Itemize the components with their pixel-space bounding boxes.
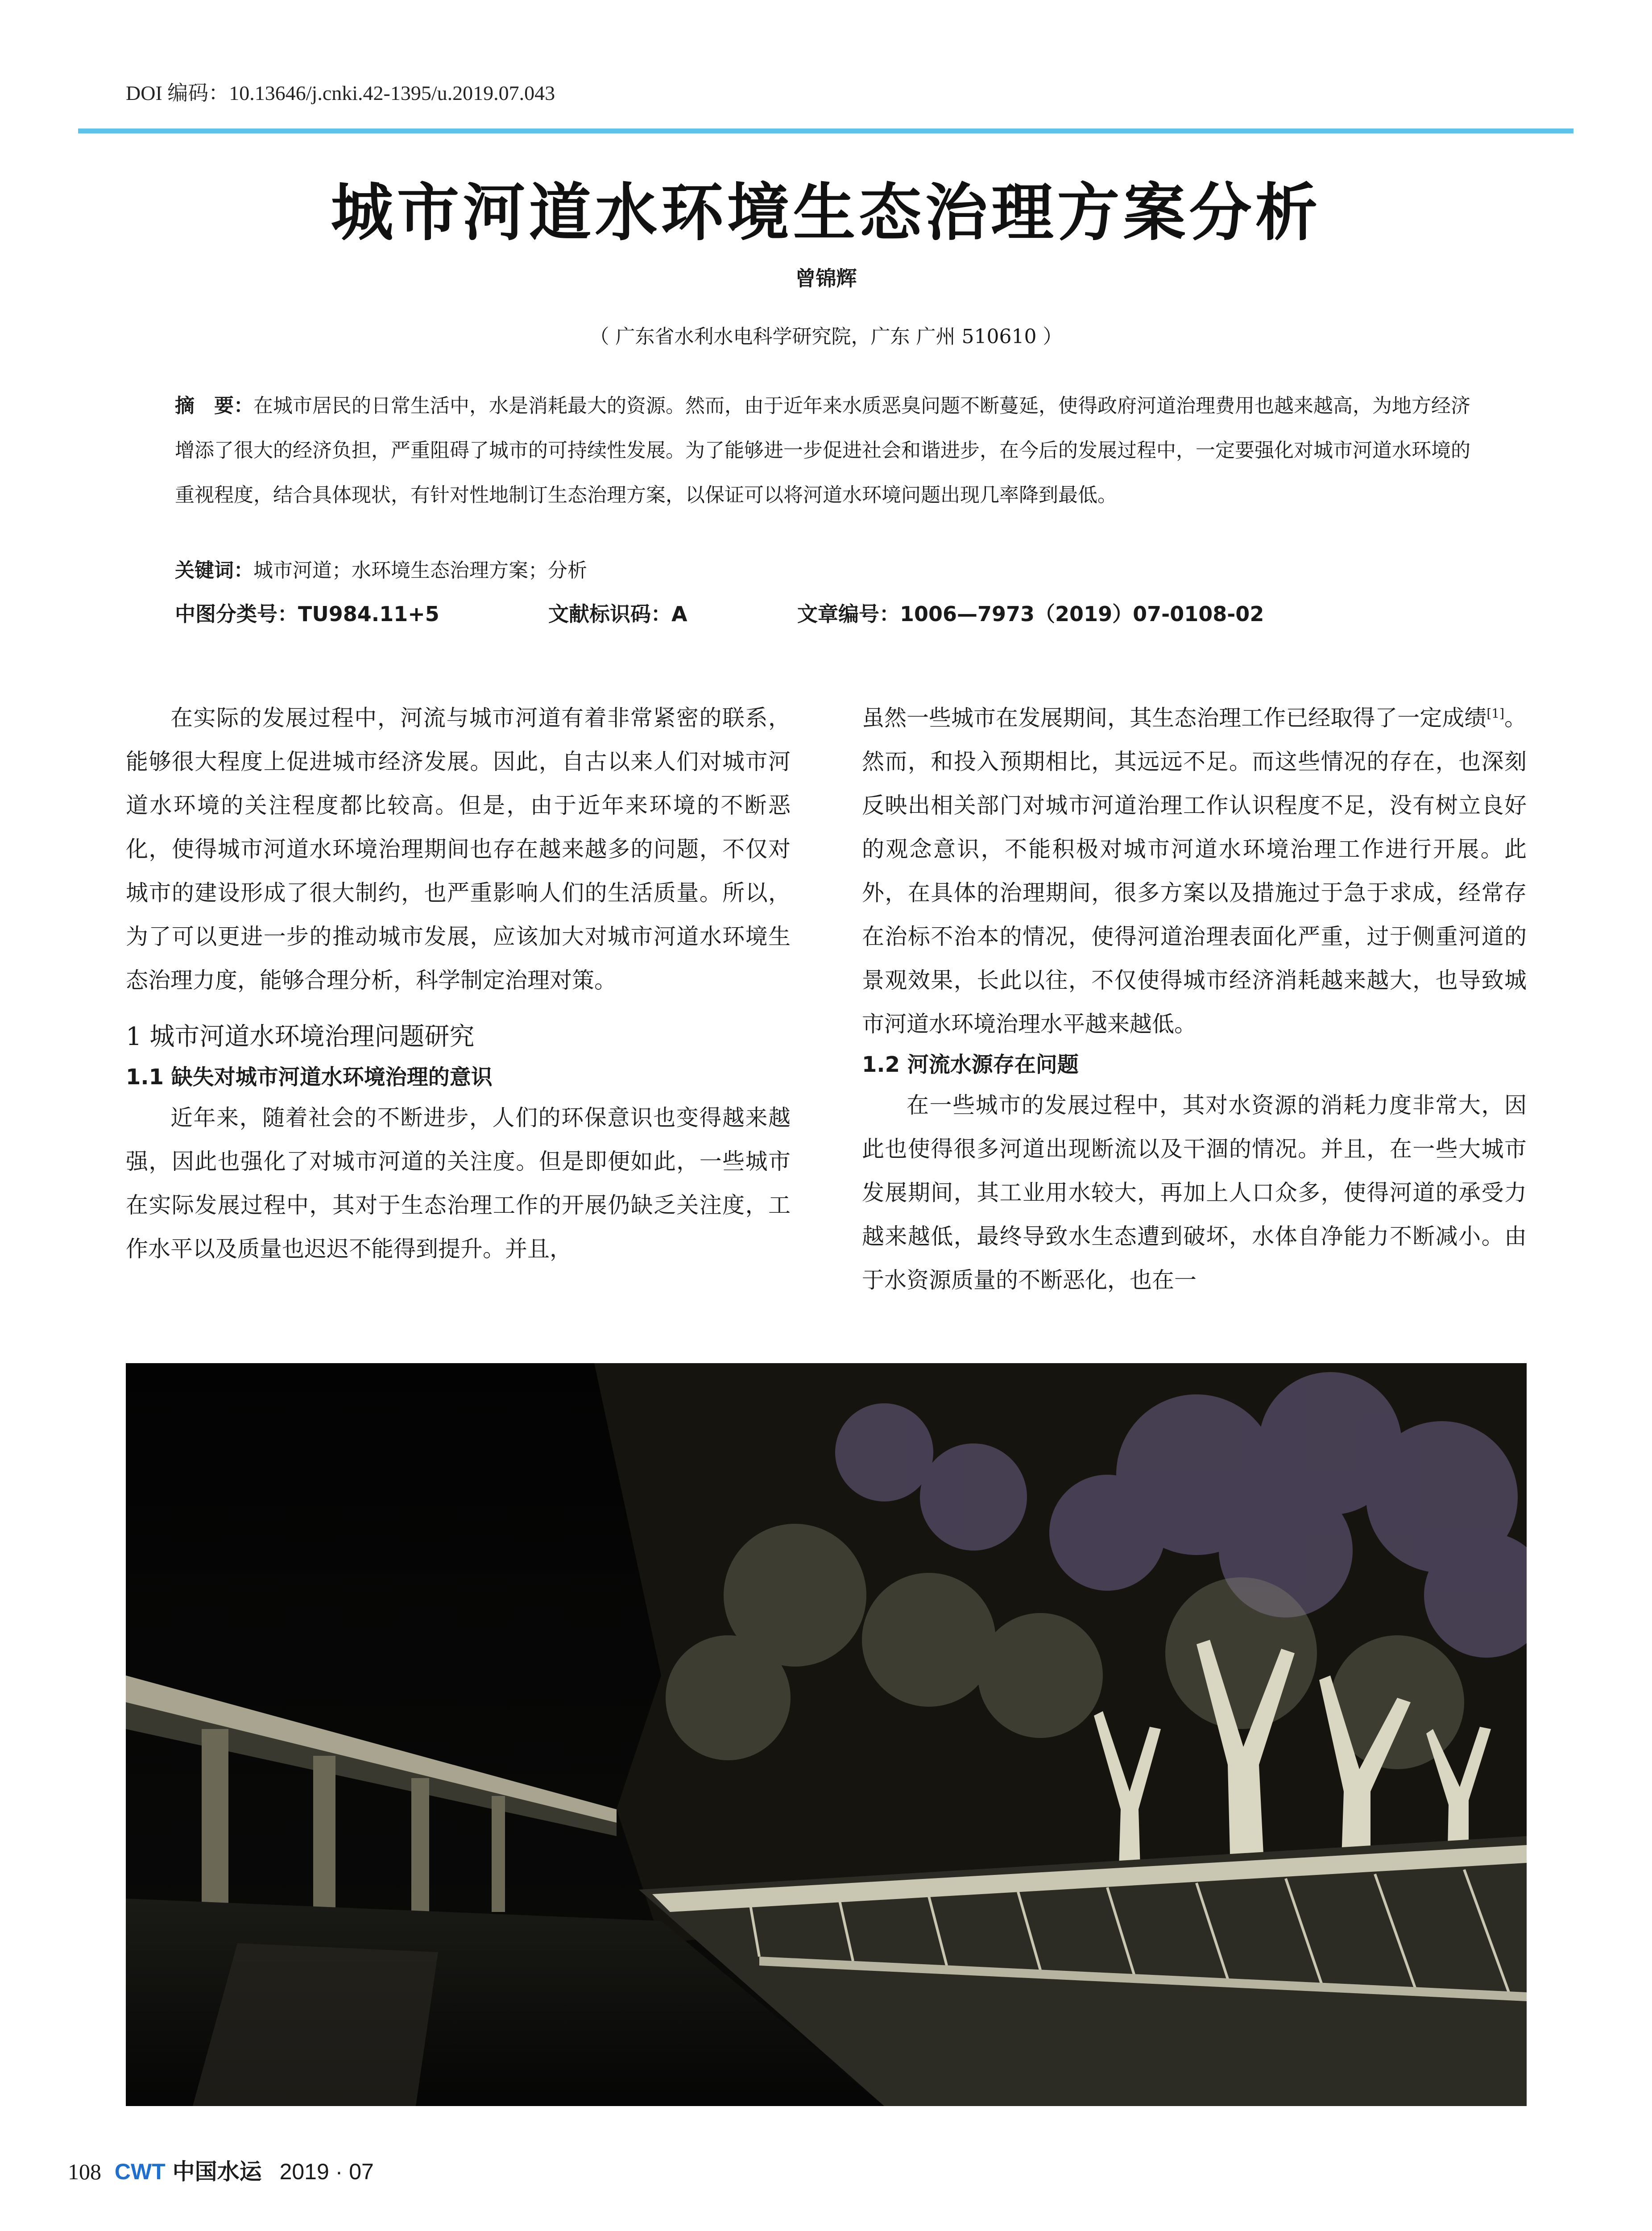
abstract-label: 摘 要： (175, 394, 253, 417)
journal-logo: CWT (114, 2159, 166, 2184)
journal-name: 中国水运 (172, 2159, 262, 2185)
abstract (175, 384, 1478, 518)
subsection-heading: 1.1 缺失对城市河道水环境治理的意识 (126, 1065, 493, 1090)
article-title: 城市河道水环境生态治理方案分析 (331, 176, 1321, 249)
page-number: 108 (68, 2159, 101, 2184)
affiliation: （ 广东省水利水电科学研究院，广东 广州 510610 ） (589, 325, 1063, 348)
doi-line: DOI 编码：10.13646/j.cnki.42-1395/u.2019.07.043 (126, 82, 555, 104)
left-column (126, 696, 791, 1271)
clc-number: 中图分类号：TU984.11+5 (175, 602, 439, 626)
river-night-photo (126, 1363, 1527, 2106)
keywords-text: 城市河道；水环境生态治理方案；分析 (253, 559, 587, 582)
section-heading: 1 城市河道水环境治理问题研究 (126, 1022, 475, 1051)
keywords (175, 554, 587, 583)
right-column (862, 696, 1527, 1302)
article-number: 文章编号：1006—7973（2019）07-0108-02 (797, 602, 1264, 626)
author: 曾锦辉 (795, 266, 857, 290)
paragraph: 在一些城市的发展过程中，其对水资源的消耗力度非常大，因此也使得很多河道出现断流以及干涸的情况。并且，在一些大城市发展期间，其工业用水较大，再加上人口众多，使得河道的承受力越来越低，最终导致水生态遭到破坏，水体自净能力不断减小。由于水资源质量的不断恶化，也在一 (862, 1092, 1527, 1293)
paragraph: 近年来，随着社会的不断进步，人们的环保意识也变得越来越强，因此也强化了对城市河道的关注度。但是即便如此，一些城市在实际发展过程中，其对于生态治理工作的开展仍缺乏关注度，工作水平以及质量也迟迟不能得到提升。并且， (126, 1105, 791, 1262)
subsection-heading: 1.2 河流水源存在问题 (862, 1052, 1079, 1077)
footer (68, 2154, 374, 2186)
keywords-label: 关键词： (175, 559, 253, 582)
citation-ref[interactable]: [1] (1486, 706, 1504, 721)
header-rule (78, 129, 1573, 133)
issue-label: 2019 · 07 (279, 2159, 374, 2184)
document-code: 文献标识码：A (548, 602, 687, 626)
photo-illustration (126, 1363, 1527, 2106)
paragraph: 虽然一些城市在发展期间，其生态治理工作已经取得了一定成绩[1]。然而，和投入预期相比，其远远不足。而这些情况的存在，也深刻反映出相关部门对城市河道治理工作认识程度不足，没有树立良好的观念意识，不能积极对城市河道水环境治理工作进行开展。此外，在具体的治理期间，很多方案以及措施过于急于求成，经常存在治标不治本的情况，使得河道治理表面化严重，过于侧重河道的景观效果，长此以往，不仅使得城市经济消耗越来越大，也导致城市河道水环境治理水平越来越低。 (862, 705, 1527, 1037)
abstract-text: 在城市居民的日常生活中，水是消耗最大的资源。然而，由于近年来水质恶臭问题不断蔓延，使得政府河道治理费用也越来越高，为地方经济增添了很大的经济负担，严重阻碍了城市的可持续性发展。为了能够进一步促进社会和谐进步，在今后的发展过程中，一定要强化对城市河道水环境的重视程度，结合具体现状，有针对性地制订生态治理方案，以保证可以将河道水环境问题出现几率降到最低。 (175, 394, 1470, 506)
paragraph: 在实际的发展过程中，河流与城市河道有着非常紧密的联系，能够很大程度上促进城市经济发展。因此，自古以来人们对城市河道水环境的关注程度都比较高。但是，由于近年来环境的不断恶化，使得城市河道水环境治理期间也存在越来越多的问题，不仅对城市的建设形成了很大制约，也严重影响人们的生活质量。所以，为了可以更进一步的推动城市发展，应该加大对城市河道水环境生态治理力度，能够合理分析，科学制定治理对策。 (126, 705, 791, 993)
